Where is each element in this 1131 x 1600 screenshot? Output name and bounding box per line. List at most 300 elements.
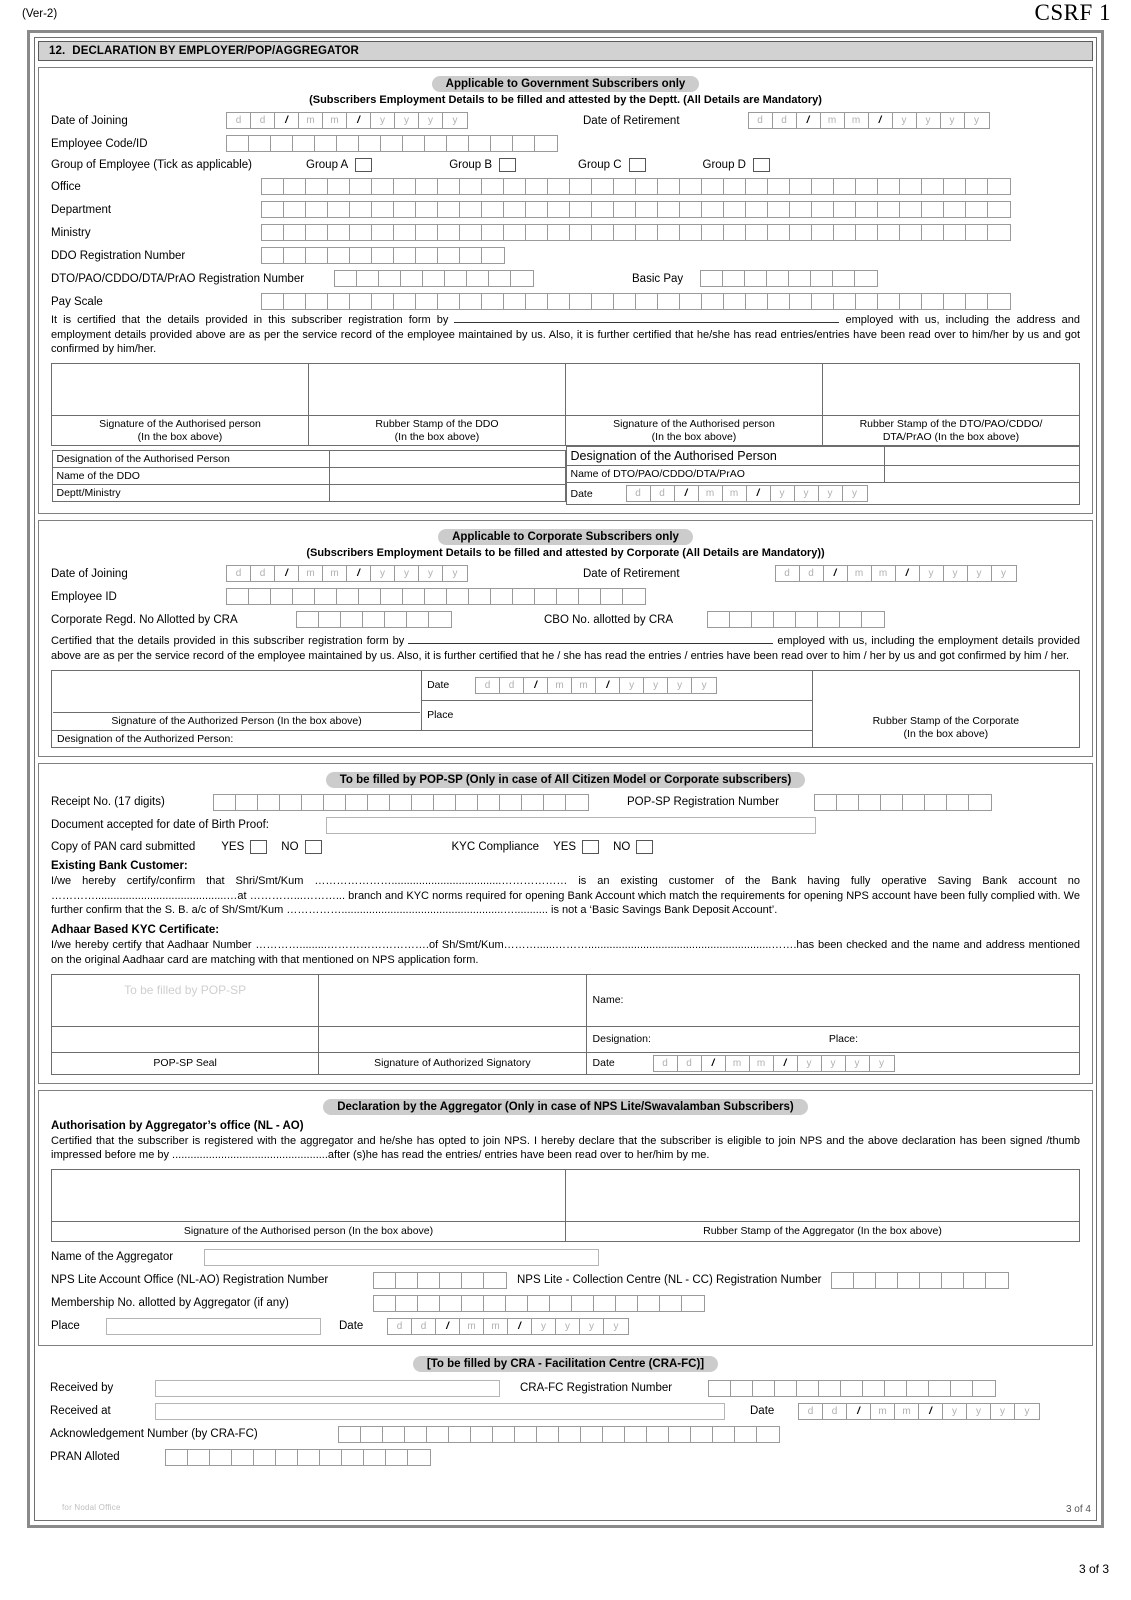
crafc-pran-row [50, 1449, 1081, 1466]
cell [669, 1427, 691, 1442]
form-inner-frame [34, 37, 1097, 1521]
cell [449, 1427, 471, 1442]
popsp-pan-yes-checkbox[interactable] [250, 840, 267, 854]
aggregator-name-input[interactable] [204, 1249, 599, 1266]
corp-certify-blank[interactable] [408, 634, 773, 644]
yy-1: y [532, 1319, 556, 1334]
gov-right-detail-table [566, 446, 1080, 505]
cell [456, 795, 478, 810]
cell [467, 271, 489, 286]
gov-name-dto-label: Name of DTO/PAO/CDDO/DTA/PrAO [566, 466, 884, 483]
cell [840, 612, 862, 627]
cell [438, 202, 460, 217]
popsp-designation-row [52, 1026, 1080, 1052]
gov-name-dto-input[interactable] [884, 466, 1079, 483]
cell [572, 1296, 594, 1311]
cell [396, 1273, 418, 1288]
cell [471, 1427, 493, 1442]
cell [346, 795, 368, 810]
popsp-reg-input[interactable] [814, 794, 992, 811]
cell [418, 1296, 440, 1311]
cell [460, 294, 482, 309]
popsp-dob-proof-row [51, 817, 1080, 834]
cell [922, 202, 944, 217]
cell [403, 136, 425, 151]
yy-4: y [1001, 568, 1007, 580]
aggregator-membership-input[interactable] [373, 1295, 705, 1312]
cell [350, 225, 372, 240]
cell [513, 136, 535, 151]
cell [966, 225, 988, 240]
cell [427, 1427, 449, 1442]
cell [357, 271, 379, 286]
crafc-date-input[interactable] [798, 1403, 1040, 1420]
slash-1: / [797, 113, 821, 128]
cell [550, 1296, 572, 1311]
cell [232, 1450, 254, 1465]
cell [570, 202, 592, 217]
gov-left-detail-cell [52, 446, 566, 506]
cell [856, 225, 878, 240]
cell [544, 795, 566, 810]
aggregator-stamp-box[interactable] [566, 1170, 1080, 1222]
corp-cbo-label: CBO No. allotted by CRA [544, 613, 674, 626]
dd-1: d [388, 1319, 412, 1334]
popsp-kyc-yes-checkbox[interactable] [582, 840, 599, 854]
yy-3: y [580, 1319, 604, 1334]
gov-certify-blank[interactable] [454, 313, 839, 323]
cell [262, 248, 284, 263]
crafc-ack-input[interactable] [338, 1426, 780, 1443]
cell [460, 248, 482, 263]
cell [504, 294, 526, 309]
cell [522, 795, 544, 810]
aggregator-date-label: Date [339, 1320, 364, 1333]
mm-1: m [848, 566, 872, 581]
section-number: 12. [49, 45, 66, 57]
cell [735, 1427, 757, 1442]
cell [526, 225, 548, 240]
cell [636, 202, 658, 217]
cell [341, 612, 363, 627]
slash-1: / [847, 1404, 871, 1419]
popsp-pan-no-checkbox[interactable] [305, 840, 322, 854]
cell [328, 179, 350, 194]
yy-1: y [920, 566, 944, 581]
gov-left-detail-table [52, 450, 566, 502]
cell [460, 225, 482, 240]
gov-empcode-label: Employee Code/ID [51, 137, 148, 150]
cell [878, 225, 900, 240]
yy-1: y [371, 113, 395, 128]
popsp-signature-box-2[interactable] [319, 1026, 586, 1052]
cell [276, 1450, 298, 1465]
cell [511, 271, 533, 286]
cell [429, 612, 451, 627]
cell [374, 1296, 396, 1311]
mm-2: m [484, 1319, 508, 1334]
dd-2: d [800, 566, 824, 581]
section-title-text: DECLARATION BY EMPLOYER/POP/AGGREGATOR [72, 45, 359, 57]
group-c-checkbox[interactable] [629, 158, 646, 172]
gov-dates-row [51, 112, 1080, 129]
gov-certification-paragraph [51, 313, 1080, 357]
cell [988, 179, 1010, 194]
popsp-watermark-cell-2 [52, 1026, 319, 1052]
cell [438, 294, 460, 309]
gov-office-row [51, 178, 1080, 195]
gov-date-input[interactable] [626, 485, 868, 502]
cell [920, 1273, 942, 1288]
cell [701, 271, 723, 286]
cell [394, 225, 416, 240]
cell [856, 202, 878, 217]
cell [306, 179, 328, 194]
popsp-date-cell [586, 1052, 1079, 1074]
cell [854, 1273, 876, 1288]
inner-page-marker: 3 of 4 [1065, 1504, 1091, 1515]
cell [594, 1296, 616, 1311]
caption-line-2: (In the box above) [651, 430, 737, 443]
gov-doj-input[interactable] [226, 112, 468, 129]
popsp-receipt-row [51, 794, 1080, 811]
gov-sig-auth-2-caption [566, 416, 823, 446]
crafc-reg-input[interactable] [708, 1380, 996, 1397]
aggregator-name-row [51, 1249, 1080, 1266]
corp-date-input[interactable] [475, 677, 717, 694]
corp-signature-box[interactable] [52, 670, 422, 730]
cell [350, 202, 372, 217]
yy-4: y [613, 1320, 619, 1332]
cell [482, 248, 504, 263]
cell [227, 136, 249, 151]
cell [339, 1427, 361, 1442]
cell [394, 294, 416, 309]
aggregator-date-input[interactable] [387, 1318, 629, 1335]
yy-4: y [701, 679, 707, 691]
gov-name-ddo-label: Name of the DDO [52, 467, 329, 484]
cell [702, 225, 724, 240]
gov-group-label: Group of Employee (Tick as applicable) [51, 159, 252, 171]
cell [385, 612, 407, 627]
cell [359, 589, 381, 604]
cell [647, 1427, 669, 1442]
cell [988, 294, 1010, 309]
cell [986, 1273, 1008, 1288]
aggregator-pill-heading: Declaration by the Aggregator (Only in case of NPS Lite/Swavalamban Subscribers) [323, 1099, 808, 1115]
cell [535, 589, 557, 604]
cell [837, 795, 859, 810]
aggregator-signature-caption: Signature of the Authorised person (In the box above) [52, 1222, 566, 1242]
dd-2: d [651, 486, 675, 501]
corporate-subtitle: (Subscribers Employment Details to be filled and attested by Corporate (All Details are Mandatory)) [306, 547, 825, 560]
cell [969, 795, 991, 810]
crafc-received-by-input[interactable] [155, 1380, 500, 1397]
cell [601, 589, 623, 604]
mm-2: m [323, 113, 347, 128]
cell [614, 179, 636, 194]
cell [363, 612, 385, 627]
cell [900, 202, 922, 217]
gov-designation-right-label: Designation of the Authorised Person [566, 447, 884, 466]
cell [271, 589, 293, 604]
gov-designation-right-row [566, 447, 1079, 466]
cell [812, 179, 834, 194]
popsp-designation-label: Designation: [592, 1033, 651, 1046]
yy-1: y [771, 486, 795, 501]
cell [324, 795, 346, 810]
cell [504, 179, 526, 194]
cell [900, 225, 922, 240]
gov-right-detail-cell [566, 446, 1080, 506]
gov-office-label: Office [51, 180, 81, 193]
cell [566, 795, 588, 810]
corp-employee-id-row [51, 588, 1080, 605]
popsp-signature-box[interactable] [319, 974, 586, 1026]
cell [403, 589, 425, 604]
cell [658, 294, 680, 309]
gov-stamp-dto-box[interactable] [823, 364, 1080, 416]
nodal-office-watermark: for Nodal Office [62, 1503, 121, 1512]
cell [445, 271, 467, 286]
cell [811, 271, 833, 286]
gov-sig-auth-1-box[interactable] [52, 364, 309, 416]
popsp-date-input[interactable] [653, 1055, 895, 1072]
mm-2: m [895, 1404, 919, 1419]
cell [254, 1450, 276, 1465]
dd-2: d [251, 113, 275, 128]
slash-2: / [347, 566, 371, 581]
cell [214, 795, 236, 810]
cell [249, 136, 271, 151]
cell [878, 294, 900, 309]
gov-department-input[interactable] [261, 201, 1011, 218]
corp-place-label: Place [427, 709, 454, 722]
cell [319, 612, 341, 627]
mm-1: m [871, 1404, 895, 1419]
cell [412, 795, 434, 810]
cell [614, 294, 636, 309]
gov-empcode-input[interactable] [226, 135, 558, 152]
cell [832, 1273, 854, 1288]
crafc-date-label: Date [750, 1405, 775, 1418]
cell [381, 136, 403, 151]
corp-dor-input[interactable] [775, 565, 1017, 582]
gov-designation-left-input[interactable] [329, 450, 565, 467]
cell [337, 589, 359, 604]
popsp-seal-row-1 [52, 974, 1080, 1026]
cell [526, 202, 548, 217]
popsp-designation-cell[interactable] [586, 1026, 1079, 1052]
gov-employee-code-row [51, 135, 1080, 152]
cell [863, 1381, 885, 1396]
popsp-kyc-no-checkbox[interactable] [636, 840, 653, 854]
cell [320, 1450, 342, 1465]
cell [581, 1427, 603, 1442]
caption-line-1: Rubber Stamp of the DDO [375, 418, 499, 431]
aggregator-nlao-label: NPS Lite Account Office (NL-AO) Registration Number [51, 1274, 329, 1287]
cell [293, 136, 315, 151]
group-b-checkbox[interactable] [499, 158, 516, 172]
cell [249, 589, 271, 604]
cell [425, 136, 447, 151]
crafc-received-at-row [50, 1403, 1081, 1420]
slash-2: / [774, 1056, 798, 1071]
cell [447, 136, 469, 151]
gov-dor-label: Date of Retirement [583, 114, 680, 127]
cell [790, 179, 812, 194]
gov-ddo-reg-input[interactable] [261, 247, 505, 264]
corp-cbo-input[interactable] [707, 611, 885, 628]
cell [328, 225, 350, 240]
gov-dto-reg-input[interactable] [334, 270, 534, 287]
cell [680, 225, 702, 240]
government-pill-heading: Applicable to Government Subscribers only [432, 76, 700, 92]
slash-2: / [508, 1319, 532, 1334]
aggregator-nlcc-label: NPS Lite - Collection Centre (NL - CC) Registration Number [517, 1274, 822, 1287]
cell [570, 179, 592, 194]
cell [548, 294, 570, 309]
cell [416, 179, 438, 194]
popsp-existing-bank-heading: Existing Bank Customer: [51, 859, 188, 872]
gov-basic-pay-input[interactable] [700, 270, 878, 287]
cell [922, 179, 944, 194]
yy-3: y [419, 566, 443, 581]
yy-1: y [620, 678, 644, 693]
government-subtitle: (Subscribers Employment Details to be filled and attested by the Deptt. (All Details are Mandatory) [309, 94, 822, 106]
cell [368, 795, 390, 810]
cell [731, 1381, 753, 1396]
cell [374, 1273, 396, 1288]
gov-name-ddo-input[interactable] [329, 467, 565, 484]
aggregator-signature-table [51, 1169, 1080, 1242]
crafc-block [38, 1352, 1093, 1474]
yy-2: y [917, 113, 941, 128]
gov-office-input[interactable] [261, 178, 1011, 195]
cell [944, 179, 966, 194]
corp-place-cell[interactable] [422, 700, 813, 730]
cell [482, 225, 504, 240]
group-a-checkbox[interactable] [355, 158, 372, 172]
cell [513, 589, 535, 604]
gov-ministry-row [51, 224, 1080, 241]
cell [988, 202, 1010, 217]
cell [988, 225, 1010, 240]
cell [469, 136, 491, 151]
popsp-name-cell[interactable] [586, 974, 1079, 1026]
cell [636, 179, 658, 194]
gov-pay-scale-input[interactable] [261, 293, 1011, 310]
cell [944, 202, 966, 217]
gov-ministry-label: Ministry [51, 226, 91, 239]
crafc-pran-input[interactable] [165, 1449, 431, 1466]
cell [709, 1381, 731, 1396]
yy-3: y [991, 1404, 1015, 1419]
aggregator-captions-row [52, 1222, 1080, 1242]
gov-ministry-input[interactable] [261, 224, 1011, 241]
cell [379, 271, 401, 286]
crafc-received-at-input[interactable] [155, 1403, 725, 1420]
cell [438, 179, 460, 194]
popsp-seal-table [51, 974, 1080, 1075]
caption-line-2: DTA/PrAO (In the box above) [882, 430, 1020, 443]
cell [434, 795, 456, 810]
gov-stamp-dto-caption [823, 416, 1080, 446]
cell [526, 179, 548, 194]
cell [491, 136, 513, 151]
popsp-dob-input[interactable] [326, 817, 816, 834]
yy-3: y [668, 678, 692, 693]
cell [767, 271, 789, 286]
gov-deptt-ministry-input[interactable] [329, 484, 565, 501]
cell [396, 1296, 418, 1311]
corp-doj-input[interactable] [226, 565, 468, 582]
cell [789, 271, 811, 286]
mm-1: m [299, 113, 323, 128]
cell [489, 271, 511, 286]
caption-line-2: (In the box above) [903, 728, 989, 741]
corp-empid-input[interactable] [226, 588, 646, 605]
cell [447, 589, 469, 604]
yy-4: y [452, 115, 458, 126]
cell [818, 612, 840, 627]
aggregator-nlcc-input[interactable] [831, 1272, 1009, 1289]
cell [746, 225, 768, 240]
cell [361, 1427, 383, 1442]
gov-stamp-ddo-box[interactable] [309, 364, 566, 416]
popsp-pan-no-label: NO [281, 840, 299, 853]
corp-stamp-box[interactable] [812, 670, 1079, 747]
gov-signature-table [51, 363, 1080, 505]
popsp-reg-label: POP-SP Registration Number [627, 796, 779, 809]
gov-sig-auth-2-box[interactable] [566, 364, 823, 416]
cell [592, 202, 614, 217]
popsp-receipt-input[interactable] [213, 794, 589, 811]
cell [188, 1450, 210, 1465]
cell [337, 136, 359, 151]
gov-dor-input[interactable] [748, 112, 990, 129]
cell [881, 795, 903, 810]
gov-deptt-ministry-label: Deptt/Ministry [52, 484, 329, 501]
gov-designation-right-input[interactable] [884, 447, 1079, 466]
cell [460, 202, 482, 217]
cell [907, 1381, 929, 1396]
corp-signature-caption: Signature of the Authorized Person (In the box above) [53, 712, 420, 729]
corp-regd-input[interactable] [296, 611, 452, 628]
yy-2: y [644, 678, 668, 693]
aggregator-nlao-input[interactable] [373, 1272, 507, 1289]
aggregator-place-input[interactable] [106, 1318, 321, 1335]
cell [328, 202, 350, 217]
cell [757, 1427, 779, 1442]
yy-1: y [371, 566, 395, 581]
corp-designation-label: Designation of the Authorized Person: [52, 730, 813, 747]
group-b-label: Group B [449, 159, 493, 171]
cell [359, 136, 381, 151]
aggregator-signature-box[interactable] [52, 1170, 566, 1222]
cell [636, 294, 658, 309]
corp-date-label: Date [427, 679, 450, 692]
dd-2: d [678, 1056, 702, 1071]
cell [752, 612, 774, 627]
yy-2: y [395, 113, 419, 128]
gov-designation-left-label: Designation of the Authorised Person [52, 450, 329, 467]
gov-date-row [566, 483, 1079, 505]
popsp-seal-caption: POP-SP Seal [52, 1052, 319, 1074]
cell [623, 589, 645, 604]
group-d-checkbox[interactable] [753, 158, 770, 172]
cell [898, 1273, 920, 1288]
